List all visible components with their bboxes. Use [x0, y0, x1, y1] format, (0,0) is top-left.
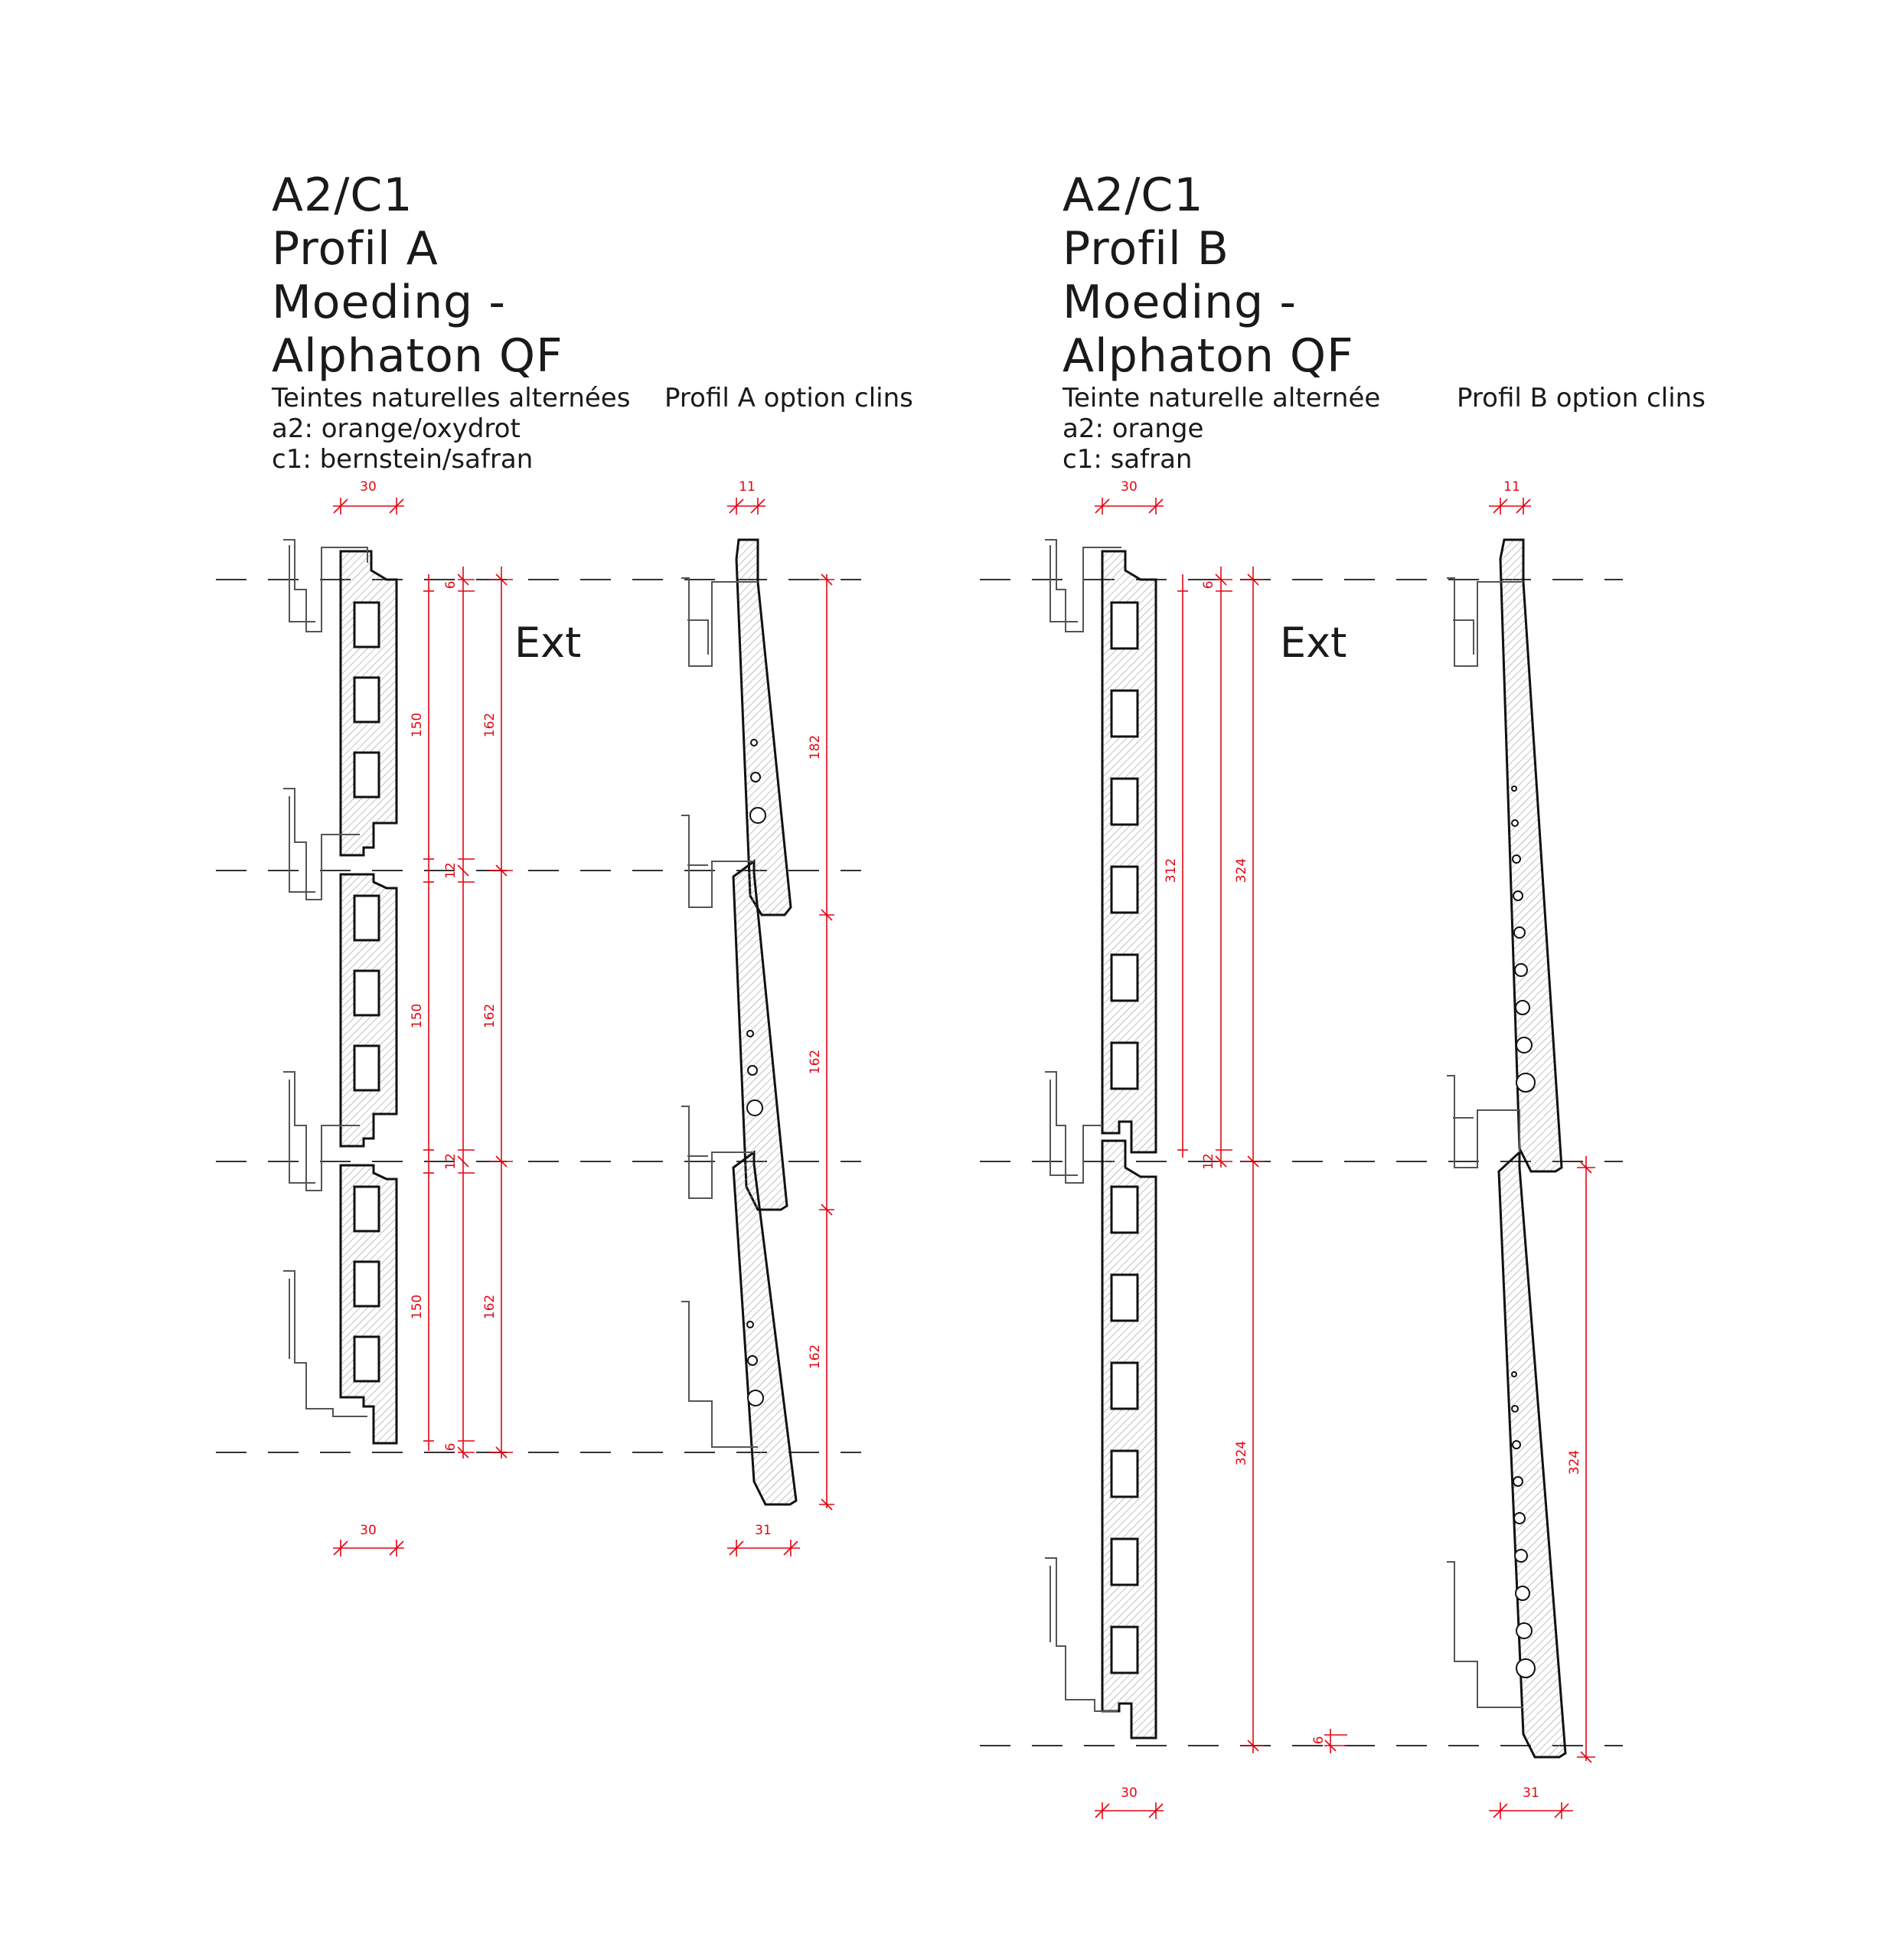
panel-b-desc-line: a2: orange: [1063, 413, 1204, 444]
panel-a-profile: [283, 540, 397, 1443]
panel-a-title-line: Moeding -: [272, 276, 506, 329]
dim-label: 6: [443, 580, 459, 590]
dim-label: 12: [443, 1153, 459, 1170]
dim-label: 324: [1234, 858, 1249, 884]
panel-b-desc-line: c1: safran: [1063, 444, 1193, 475]
panel-a-clin-profile: [681, 540, 796, 1504]
dim-label: 6: [443, 1442, 459, 1452]
panel-a-desc-line: c1: bernstein/safran: [272, 444, 534, 475]
dim-label: 162: [482, 1294, 498, 1320]
dim-label: 150: [410, 712, 425, 738]
panel-b-title-line: A2/C1: [1063, 168, 1204, 222]
dim-label: 12: [1201, 1153, 1216, 1170]
facade-brick: [341, 874, 397, 1146]
dim-label: 6: [1311, 1736, 1327, 1745]
panel-b-option-label: Profil B option clins: [1457, 383, 1706, 413]
panel-a-option-label: Profil A option clins: [664, 383, 913, 413]
panel-b-title-line: Moeding -: [1063, 276, 1297, 329]
panel-a-desc-line: a2: orange/oxydrot: [272, 413, 521, 444]
panel-a-desc-line: Teintes naturelles alternées: [272, 383, 631, 413]
dim-label: 162: [808, 1344, 823, 1370]
dim-label: 162: [482, 1003, 498, 1029]
dim-label: 12: [443, 862, 459, 879]
facade-brick: [1102, 1141, 1156, 1738]
panel-b-profile: [1045, 540, 1156, 1738]
dim-label: 30: [360, 479, 377, 495]
dim-label: 31: [755, 1523, 772, 1538]
panel-a-title-line: A2/C1: [272, 168, 413, 222]
dim-label: 150: [410, 1294, 425, 1320]
dim-label: 11: [1503, 479, 1520, 495]
dim-label: 162: [482, 712, 498, 738]
panel-b-title-line: Alphaton QF: [1063, 329, 1354, 383]
dim-label: 11: [739, 479, 756, 495]
facade-brick: [341, 1165, 397, 1443]
dim-label: 324: [1234, 1440, 1249, 1466]
dim-label: 324: [1567, 1449, 1582, 1475]
dim-label: 312: [1164, 858, 1179, 884]
exterior-label: Ext: [1280, 619, 1347, 667]
dim-label: 162: [808, 1049, 823, 1075]
dim-label: 6: [1201, 580, 1216, 590]
dim-label: 30: [1121, 1785, 1138, 1801]
panel-b-desc-line: Teinte naturelle alternée: [1063, 383, 1381, 413]
dim-label: 150: [410, 1003, 425, 1029]
panel-b-title-line: Profil B: [1063, 222, 1229, 276]
exterior-label: Ext: [514, 619, 582, 667]
panel-b-clin-profile: [1447, 540, 1565, 1757]
dim-label: 30: [1121, 479, 1138, 495]
panel-a-title-line: Profil A: [272, 222, 439, 276]
dim-label: 31: [1523, 1785, 1539, 1801]
facade-brick: [341, 551, 397, 855]
facade-brick: [1102, 551, 1156, 1152]
dim-label: 182: [808, 734, 823, 760]
dim-label: 30: [360, 1523, 377, 1538]
panel-a-title-line: Alphaton QF: [272, 329, 563, 383]
